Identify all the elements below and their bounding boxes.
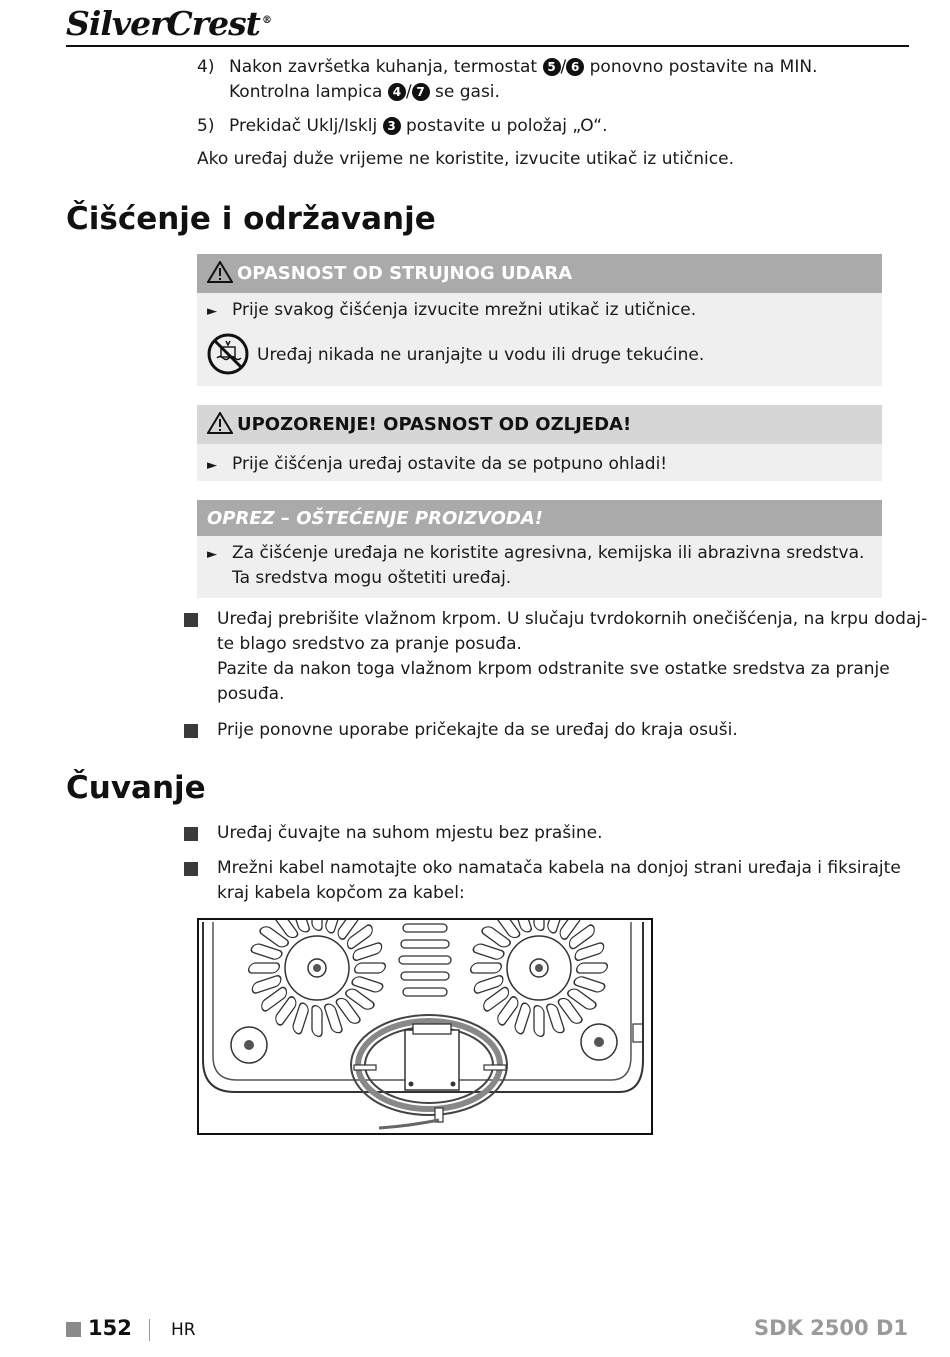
danger-box-header: OPASNOST OD STRUJNOG UDARA <box>197 254 882 293</box>
warning-triangle-icon <box>207 261 233 283</box>
caution-bullet-line2: Ta sredstva mogu oštetiti uređaj. <box>232 568 512 588</box>
header-rule <box>66 45 909 47</box>
warning-bullet: ► Prije čišćenja uređaj ostavite da se potpuno ohladi! <box>197 452 667 478</box>
unplug-note: Ako uređaj duže vrijeme ne koristite, izvucite utikač iz utičnice. <box>197 149 734 169</box>
section-title-cleaning: Čišćenje i održavanje <box>66 201 436 237</box>
cleaning-item-2: Prije ponovne uporabe pričekajte da se uređaj do kraja osuši. <box>217 720 738 740</box>
square-bullet <box>184 613 198 627</box>
arrow-bullet-icon: ► <box>207 547 217 562</box>
brand-logo: SilverCrest ® <box>66 4 271 43</box>
square-bullet <box>184 862 198 876</box>
step-4: 4) Nakon završetka kuhanja, termostat 5 / 6 ponovno postavite na MIN. <box>197 57 818 77</box>
arrow-bullet-icon: ► <box>207 304 217 319</box>
arrow-bullet-icon: ► <box>207 458 217 473</box>
step-4-line2: Kontrolna lampica 4 / 7 se gasi. <box>229 82 500 102</box>
warning-triangle-icon <box>207 412 233 434</box>
model-number: SDK 2500 D1 <box>754 1316 908 1340</box>
danger-bullet: ► Prije svakog čišćenja izvucite mrežni utikač iz utičnice. <box>197 298 696 324</box>
left-vent-fan <box>247 920 387 1038</box>
warning-box-header: UPOZORENJE! OPASNOST OD OZLJEDA! <box>197 405 882 444</box>
storage-item-1: Uređaj čuvajte na suhom mjestu bez prašine. <box>217 823 603 843</box>
cleaning-item-1: Uređaj prebrišite vlažnom krpom. U slučaju tvrdokornih onečišćenja, na krpu dodaj- te blago sredstvo za pranje posuđa. Pazite da nakon toga vlažnom krpom odstranite sve ostatke sredstva za pranje posuđa. <box>217 609 928 704</box>
section-title-storage: Čuvanje <box>66 770 206 806</box>
square-bullet <box>184 724 198 738</box>
step-5: 5) Prekidač Uklj/Isklj 3 postavite u položaj „O“. <box>197 116 608 136</box>
cable-storage-figure <box>197 918 653 1135</box>
footer-divider <box>149 1319 150 1341</box>
footer-square <box>66 1322 81 1337</box>
square-bullet <box>184 827 198 841</box>
caution-box-header: OPREZ – OŠTEĆENJE PROIZVODA! <box>197 500 882 536</box>
page-number: 152 <box>88 1316 132 1340</box>
storage-item-2: Mrežni kabel namotajte oko namatača kabela na donjoj strani uređaja i fiksirajte kraj kabela kopčom za kabel: <box>217 858 901 903</box>
warning-box <box>197 405 882 481</box>
danger-box <box>197 254 882 386</box>
danger-icon-text: Uređaj nikada ne uranjajte u vodu ili druge tekućine. <box>257 345 705 365</box>
no-immersion-icon <box>206 332 250 376</box>
right-vent-fan <box>469 920 609 1038</box>
appliance-underside-illustration <box>199 920 651 1133</box>
caution-bullet: ► Za čišćenje uređaja ne koristite agresivna, kemijska ili abrazivna sredstva. <box>197 541 864 567</box>
caution-box <box>197 500 882 598</box>
language-code: HR <box>171 1320 196 1340</box>
